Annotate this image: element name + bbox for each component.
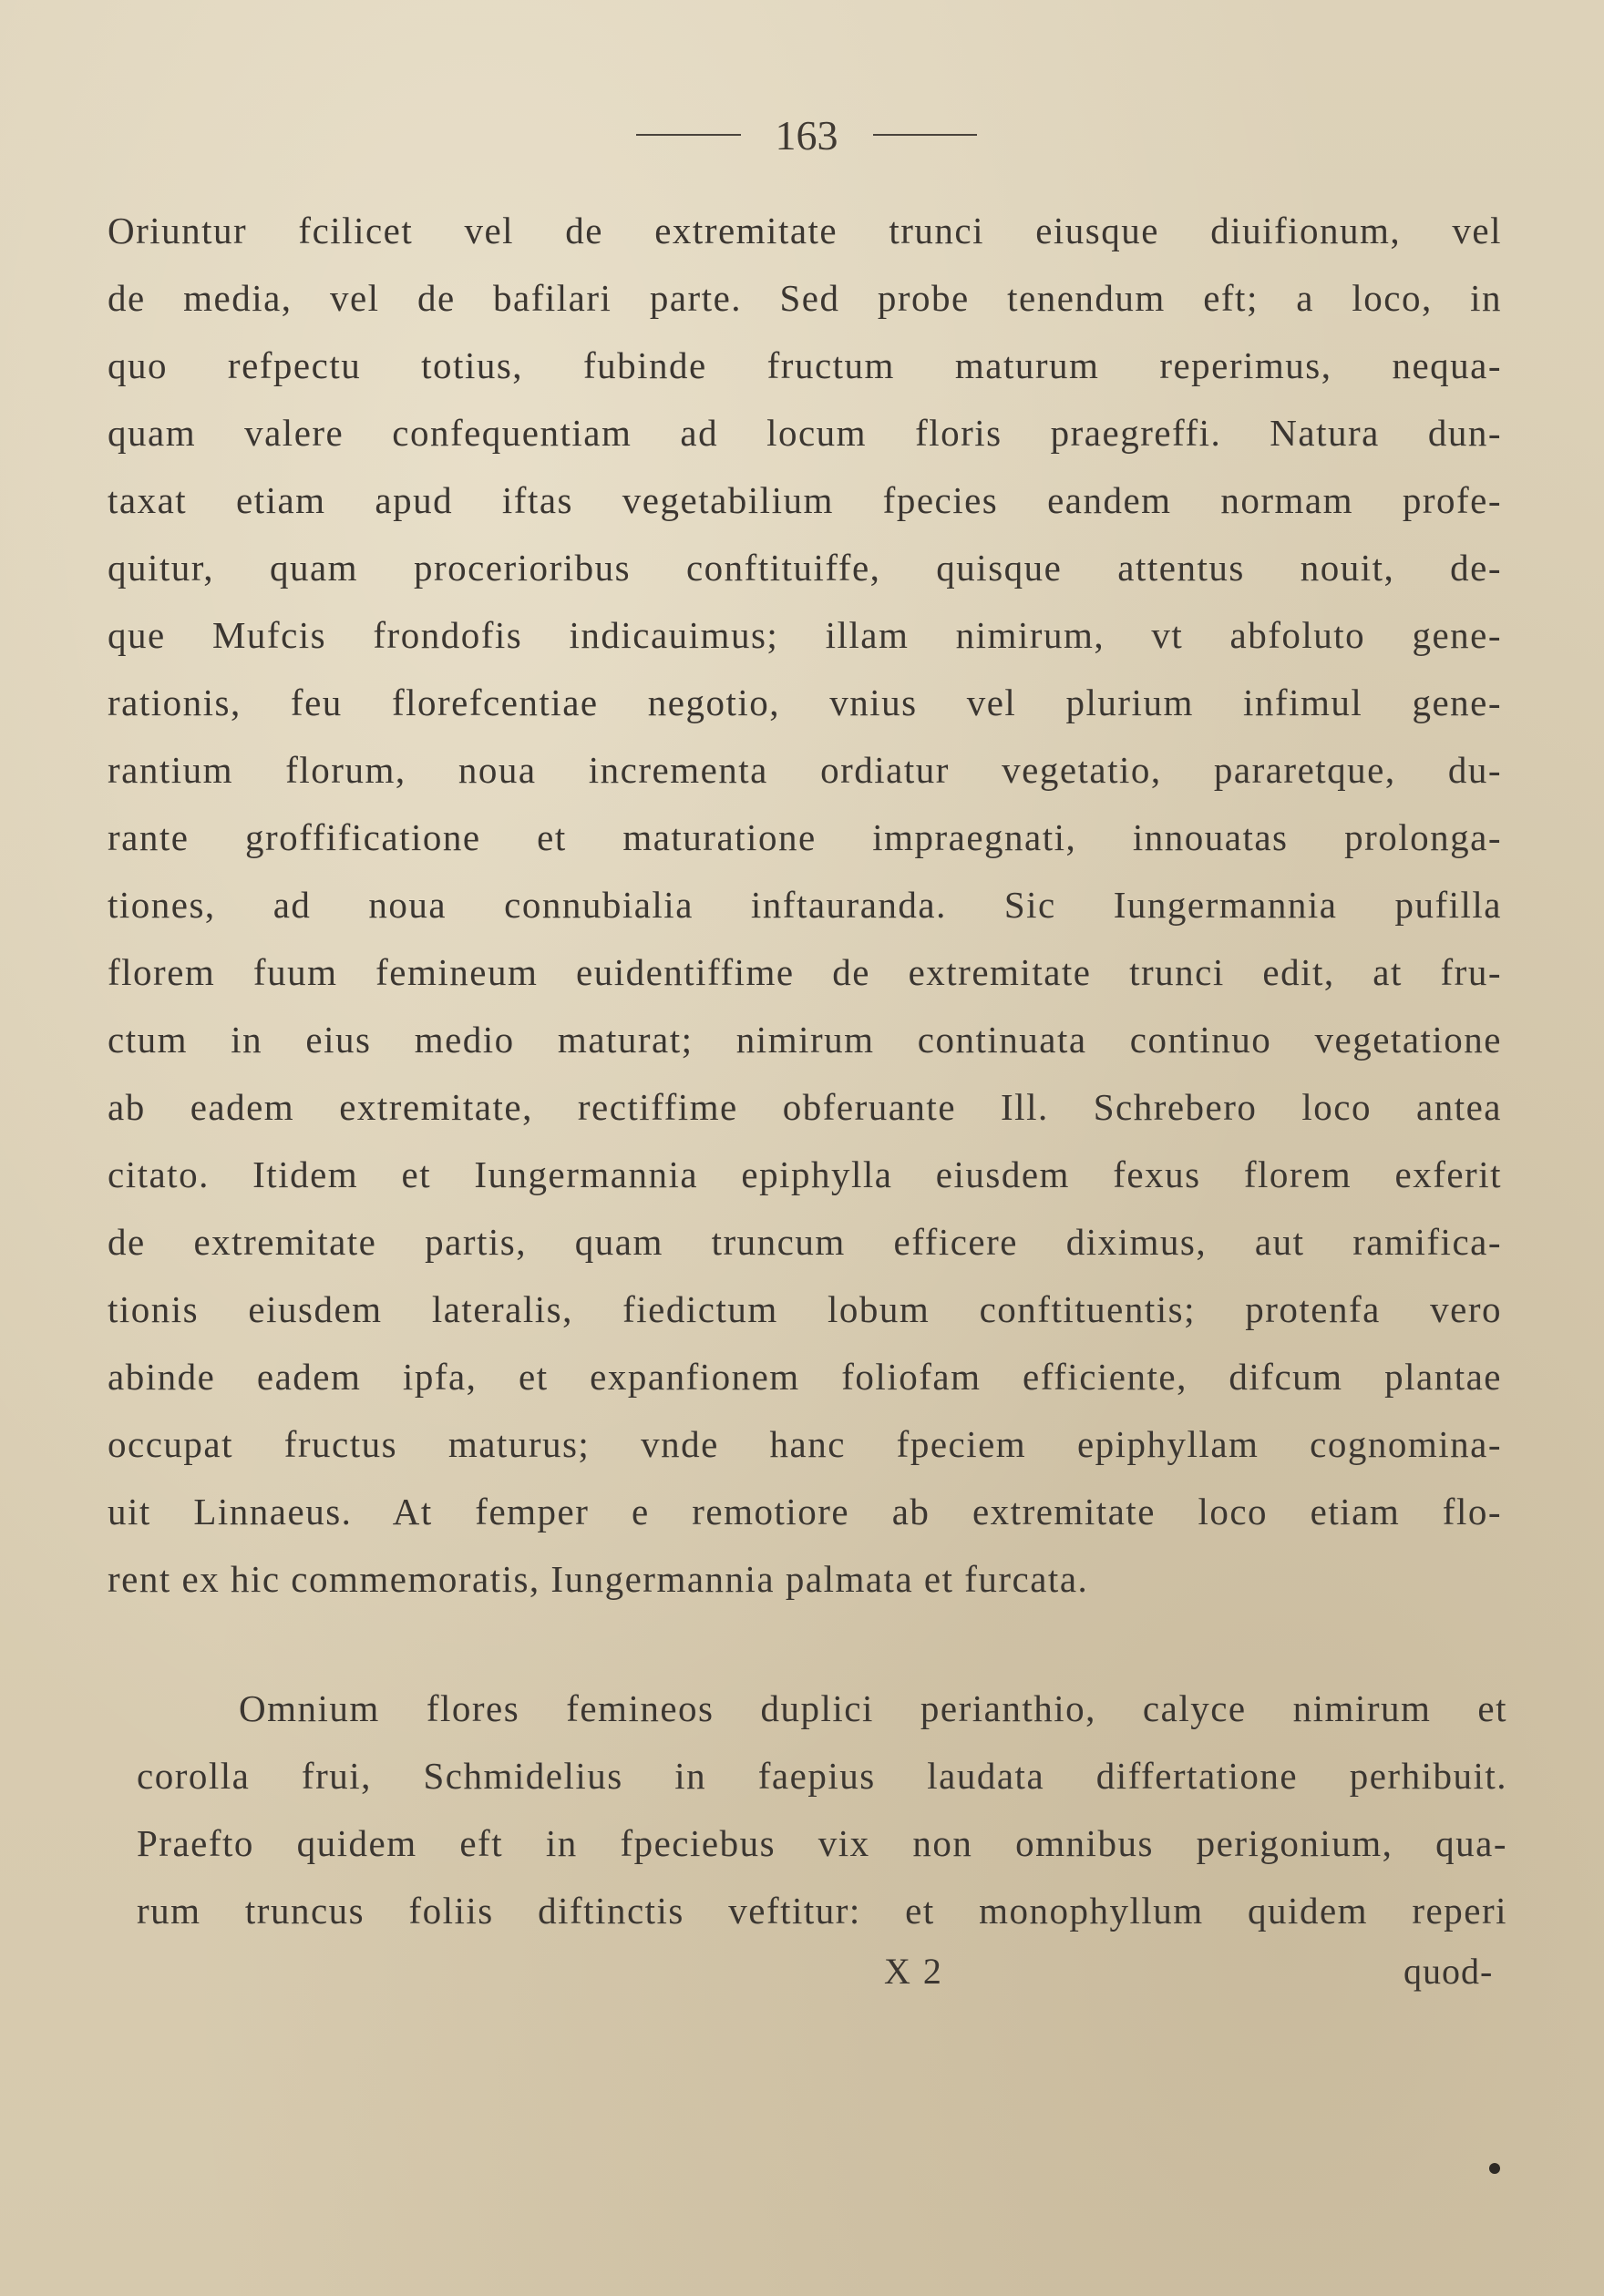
text-line: abinde eadem ipfa, et expanfionem foliofam efficiente, difcum plantae: [108, 1356, 1502, 1398]
text-line: Omnium flores femineos duplici perianthio, calyce nimirum et: [239, 1687, 1507, 1729]
text-line: rationis, feu florefcentiae negotio, vnius vel plurium infimul gene-: [108, 682, 1502, 723]
text-line: quam valere confequentiam ad locum floris praegreffi. Natura dun-: [108, 412, 1502, 454]
text-line: uit Linnaeus. At femper e remotiore ab extremitate loco etiam flo-: [108, 1491, 1502, 1532]
text-line: Oriuntur fcilicet vel de extremitate trunci eiusque diuifionum, vel: [108, 210, 1502, 251]
signature-mark: X 2: [884, 1951, 943, 1992]
text-line: taxat etiam apud iftas vegetabilium fpecies eandem normam profe-: [108, 479, 1502, 521]
text-line: rent ex hic commemoratis, Iungermannia palmata et furcata.: [108, 1558, 1089, 1600]
text-line: occupat fructus maturus; vnde hanc fpeciem epiphyllam cognomina-: [108, 1423, 1502, 1465]
page-number: 163: [775, 111, 838, 159]
page-header: [602, 108, 1012, 162]
catchword: quod-: [1404, 1951, 1494, 1992]
ink-speck: [1489, 2163, 1500, 2174]
text-line: rum truncus foliis diftinctis veftitur: et monophyllum quidem reperi: [137, 1890, 1507, 1932]
text-line: citato. Itidem et Iungermannia epiphylla eiusdem fexus florem exferit: [108, 1153, 1502, 1195]
text-line: ctum in eius medio maturat; nimirum continuata continuo vegetatione: [108, 1019, 1502, 1061]
text-line: tiones, ad noua connubialia inftauranda. Sic Iungermannia pufilla: [108, 884, 1502, 926]
text-line: que Mufcis frondofis indicauimus; illam nimirum, vt abfoluto gene-: [108, 614, 1502, 656]
text-line: de media, vel de bafilari parte. Sed probe tenendum eft; a loco, in: [108, 277, 1502, 319]
text-line: florem fuum femineum euidentiffime de extremitate trunci edit, at fru-: [108, 951, 1502, 993]
text-line: de extremitate partis, quam truncum efficere diximus, aut ramifica-: [108, 1221, 1502, 1263]
text-line: tionis eiusdem lateralis, fiedictum lobum conftituentis; protenfa vero: [108, 1288, 1502, 1330]
text-line: ab eadem extremitate, rectiffime obferuante Ill. Schrebero loco antea: [108, 1086, 1502, 1128]
text-line: rante groffificatione et maturatione impraegnati, innouatas prolonga-: [108, 816, 1502, 858]
header-rule-right: [873, 134, 978, 136]
text-line: rantium florum, noua incrementa ordiatur vegetatio, pararetque, du-: [108, 749, 1502, 791]
text-line: corolla frui, Schmidelius in faepius laudata differtatione perhibuit.: [137, 1755, 1507, 1797]
text-line: quitur, quam procerioribus conftituiffe, quisque attentus nouit, de-: [108, 547, 1502, 589]
header-rule-left: [636, 134, 741, 136]
text-line: quo refpectu totius, fubinde fructum maturum reperimus, nequa-: [108, 344, 1502, 386]
text-line: Praefto quidem eft in fpeciebus vix non omnibus perigonium, qua-: [137, 1822, 1507, 1864]
